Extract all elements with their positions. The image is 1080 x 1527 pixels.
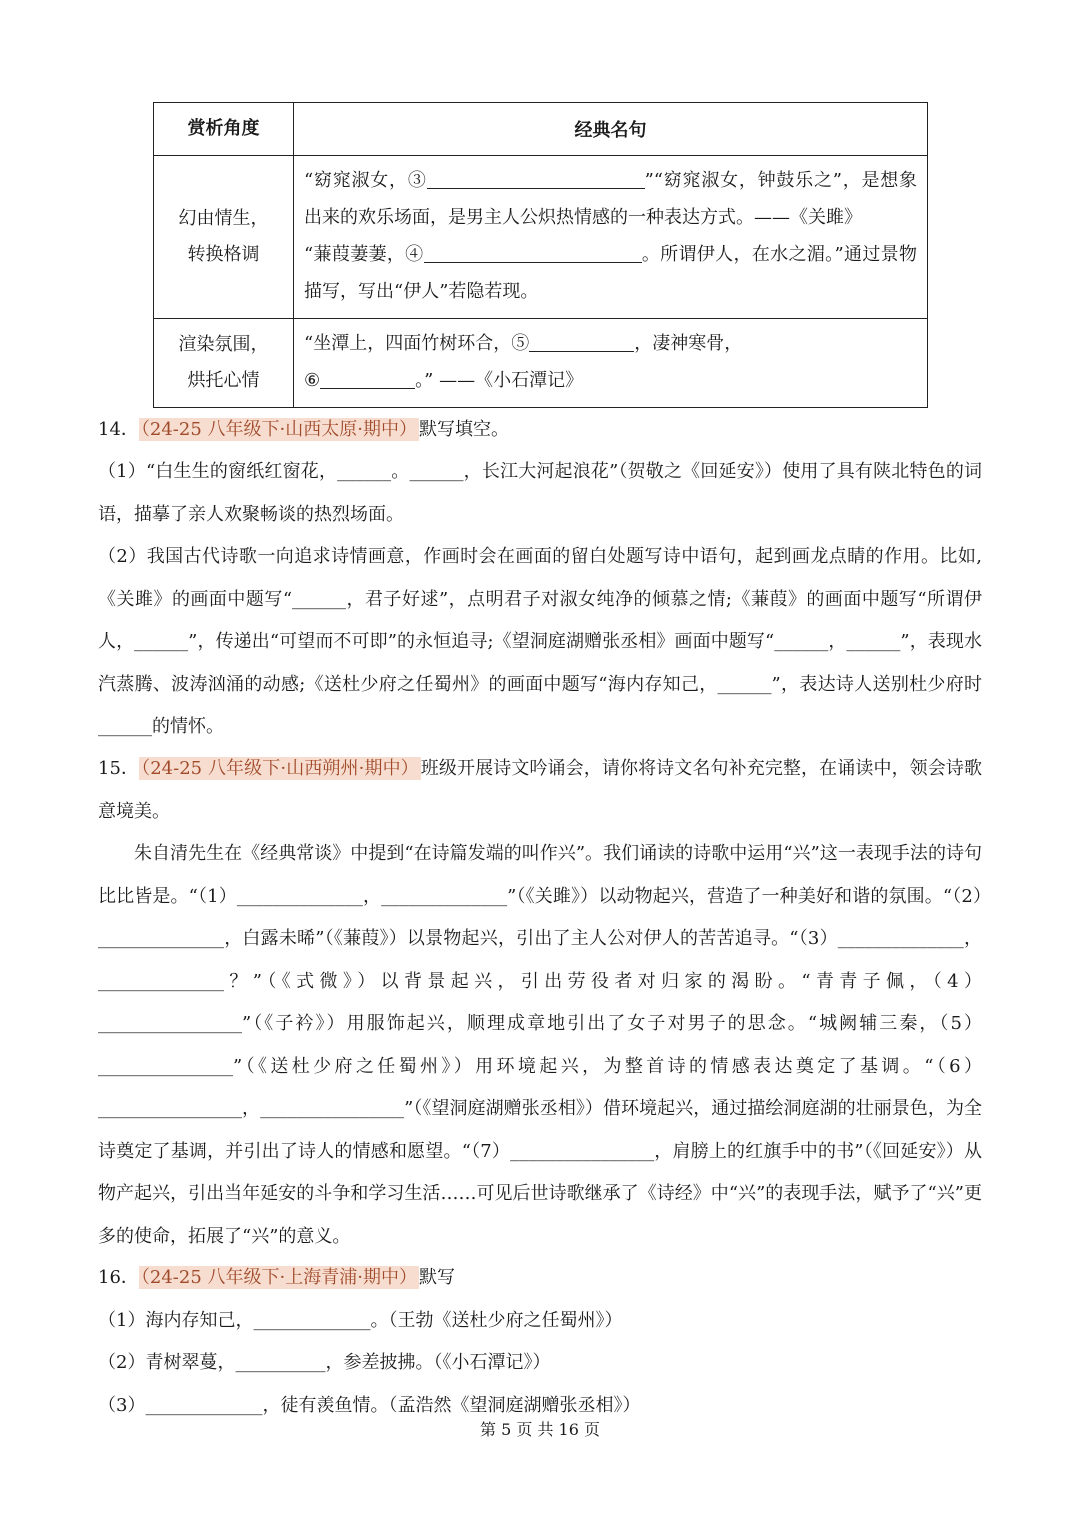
source-tag: （24-25 八年级下·上海青浦·期中） <box>140 1267 417 1288</box>
q15-heading: 15． （24-25 八年级下·山西朔州·期中） 班级开展诗文吟诵会，请你将诗文名句补充完整，在诵读中，领会诗歌意境美。 <box>98 758 983 822</box>
lines-cell: “坐潭上，四面竹树环合，⑤ ，凄神寒骨， ⑥ 。” ——《小石潭记》 <box>294 319 928 408</box>
answer-blank[interactable] <box>320 368 415 389</box>
answer-blank[interactable] <box>427 168 645 189</box>
q14-part1: （1）“白生生的窗纸红窗花，______。______，长江大河起浪花”（贺敬之《回延安》）使用了具有陕北特色的词语，描摹了亲人欢聚畅谈的热烈场面。 <box>98 461 982 525</box>
source-tag: （24-25 八年级下·山西朔州·期中） <box>141 758 419 779</box>
q14-part2: （2）我国古代诗歌一向追求诗情画意，作画时会在画面的留白处题写诗中语句，起到画龙点睛的作用。比如,《关雎》的画面中题写“______，君子好逑”，点明君子对淑女纯净的倾慕之情;《蒹葭》的画面中题写“所谓伊人，______”，传递出“可望而不可即”的永恒追寻;《望洞庭湖赠张丞相》画面中题写“______，______”，表现水汽蒸腾、波涛汹涌的动感;《送杜少府之任蜀州》的画面中题写“海内存知己，______”，表达诗人送别杜少府时______的情怀。 <box>98 546 982 737</box>
table-row <box>154 319 928 408</box>
page-footer: 第 5 页 共 16 页 <box>480 1420 600 1439</box>
table-header-row <box>154 103 928 156</box>
q16-heading: 16． （24-25 八年级下·上海青浦·期中） 默写 <box>98 1267 455 1288</box>
appreciation-table <box>153 102 928 408</box>
lines-cell: “窈窕淑女，③ ”“窈窕淑女，钟鼓乐之”，是想象出来的欢乐场面，是男主人公炽热情感的一种表达方式。——《关雎》 “蒹葭萋萋，④ 。所谓伊人，在水之湄。”通过景物描写，写出“伊人”若隐若现。 <box>294 156 928 319</box>
answer-blank[interactable] <box>424 242 642 263</box>
angle-cell: 幻由情生， 转换格调 <box>154 156 294 319</box>
q14-heading: 14． （24-25 八年级下·山西太原·期中） 默写填空。 <box>98 419 509 440</box>
angle-cell: 渲染氛围， 烘托心情 <box>154 319 294 408</box>
header-classic-lines: 经典名句 <box>294 103 928 156</box>
q16-item3: （3）_____________，徒有羡鱼情。（孟浩然《望洞庭湖赠张丞相》） <box>98 1395 641 1416</box>
table-row <box>154 156 928 319</box>
q16-item1: （1）海内存知己，_____________。（王勃《送杜少府之任蜀州》） <box>98 1310 623 1331</box>
answer-blank[interactable] <box>529 331 634 352</box>
source-tag: （24-25 八年级下·山西太原·期中） <box>140 419 417 440</box>
header-appreciation-angle: 赏析角度 <box>154 103 294 156</box>
q16-item2: （2）青树翠蔓，__________，参差披拂。（《小石潭记》） <box>98 1352 551 1373</box>
q15-body: 朱自清先生在《经典常谈》中提到“在诗篇发端的叫作兴”。我们诵读的诗歌中运用“兴”这一表现手法的诗句比比皆是。“（1）______________，______________”（《关雎》）以动物起兴，营造了一种美好和谐的氛围。“（2）______________，白露未晞”（《蒹葭》）以景物起兴，引出了主人公对伊人的苦苦追寻。“（3）______________，______________？”（《式微》）以背景起兴，引出劳役者对归家的渴盼。“青青子佩，（4）________________”（《子衿》）用服饰起兴，顺理成章地引出了女子对男子的思念。“城阙辅三秦，（5）_______________”（《送杜少府之任蜀州》）用环境起兴，为整首诗的情感表达奠定了基调。“（6）________________，________________”（《望洞庭湖赠张丞相》）借环境起兴，通过描绘洞庭湖的壮丽景色，为全诗奠定了基调，并引出了诗人的情感和愿望。“（7）________________，肩膀上的红旗手中的书”（《回延安》）从物产起兴，引出当年延安的斗争和学习生活……可见后世诗歌继承了《诗经》中“兴”的表现手法，赋予了“兴”更多的使命，拓展了“兴”的意义。 <box>98 843 982 1247</box>
